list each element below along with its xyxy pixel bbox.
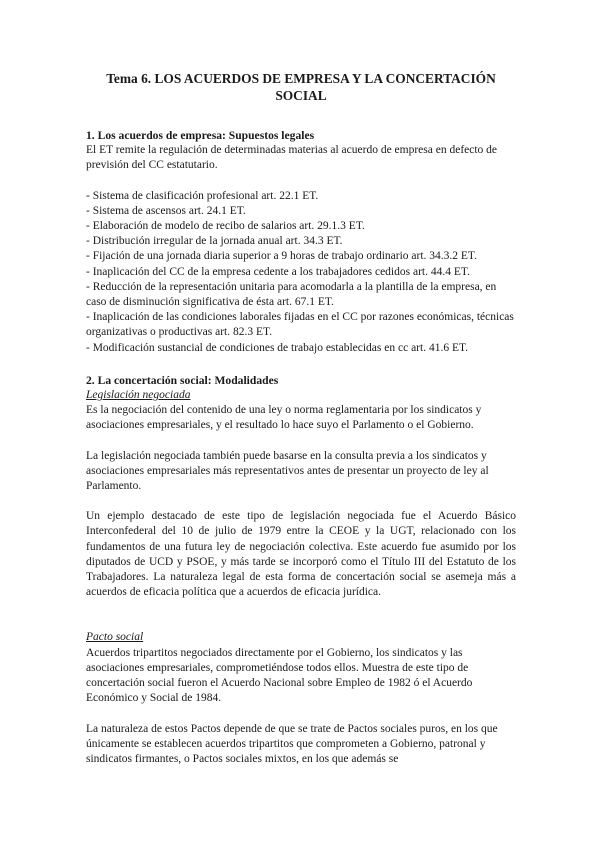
- legislacion-paragraph-3: Un ejemplo destacado de este tipo de legislación negociada fue el Acuerdo Básico Interconfederal del 10 de julio de 1979 entre la CEOE y la UGT, relacionado con los fundamentos de una futura ley de negociación colectiva. Este acuerdo fue asumido por los diputados de UCD y PSOE, y más tarde se incorporó como el Título III del Estatuto de los Trabajadores. La naturaleza legal de esta forma de concertación social se asemeja más a acuerdos de eficacia política que a acuerdos de eficacia jurídica.: [86, 510, 516, 599]
- list-item: - Inaplicación de las condiciones laborales fijadas en el CC por razones económicas, técnicas organizativas o productivas art. 82.3 ET.: [86, 311, 514, 339]
- document-page: [86, 70, 516, 767]
- section-1-heading: 1. Los acuerdos de empresa: Supuestos legales: [86, 129, 315, 142]
- supuestos-list: [86, 189, 516, 356]
- list-item: - Inaplicación del CC de la empresa cedente a los trabajadores cedidos art. 44.4 ET.: [86, 265, 470, 278]
- legislacion-negociada-subheading: Legislación negociada: [86, 389, 191, 402]
- pacto-social-subheading: Pacto social: [86, 631, 144, 644]
- spacer: [86, 356, 516, 373]
- pacto-paragraph-1: Acuerdos tripartitos negociados directamente por el Gobierno, los sindicatos y las asociaciones empresariales, comprometiéndose todos ellos. Muestra de este tipo de concertación social fueron el Acuerdo Nacional sobre Empleo de 1982 ó el Acuerdo Económico y Social de 1984.: [86, 646, 473, 705]
- list-item: - Sistema de ascensos art. 24.1 ET.: [86, 204, 246, 217]
- list-item: - Fijación de una jornada diaria superior a 9 horas de trabajo ordinario art. 34.3.2 ET.: [86, 250, 477, 263]
- section-1-intro: El ET remite la regulación de determinadas materias al acuerdo de empresa en defecto de previsión del CC estatutario.: [86, 144, 498, 172]
- document-title: Tema 6. LOS ACUERDOS DE EMPRESA Y LA CONCERTACIÓN SOCIAL: [106, 71, 496, 103]
- list-item: - Reducción de la representación unitaria para acomodarla a la plantilla de la empresa, en caso de disminución significativa de ésta art. 67.1 ET.: [86, 280, 497, 309]
- spacer: [86, 494, 516, 509]
- list-item: - Distribución irregular de la jornada anual art. 34.3 ET.: [86, 235, 343, 248]
- legislacion-paragraph-1: Es la negociación del contenido de una ley o norma reglamentaria por los sindicatos y asociaciones empresariales, y el resultado lo hace suyo el Parlamento o el Gobierno.: [86, 404, 482, 432]
- pacto-paragraph-2: La naturaleza de estos Pactos depende de que se trate de Pactos sociales puros, en los que únicamente se establecen acuerdos tripartitos que comprometen a Gobierno, patronal y sindicatos firmantes, o Pactos sociales mixtos, en los que además se: [86, 722, 498, 765]
- spacer: [86, 600, 516, 630]
- list-item: - Elaboración de modelo de recibo de salarios art. 29.1.3 ET.: [86, 220, 365, 233]
- list-item: - Sistema de clasificación profesional art. 22.1 ET.: [86, 189, 319, 202]
- spacer: [86, 434, 516, 449]
- spacer: [86, 174, 516, 189]
- spacer: [86, 707, 516, 722]
- list-item: - Modificación sustancial de condiciones de trabajo establecidas en cc art. 41.6 ET.: [86, 341, 469, 354]
- legislacion-paragraph-2: La legislación negociada también puede basarse en la consulta previa a los sindicatos y asociaciones empresariales más representativos antes de presentar un proyecto de ley al Parlamento.: [86, 449, 489, 493]
- section-2-heading: 2. La concertación social: Modalidades: [86, 373, 279, 387]
